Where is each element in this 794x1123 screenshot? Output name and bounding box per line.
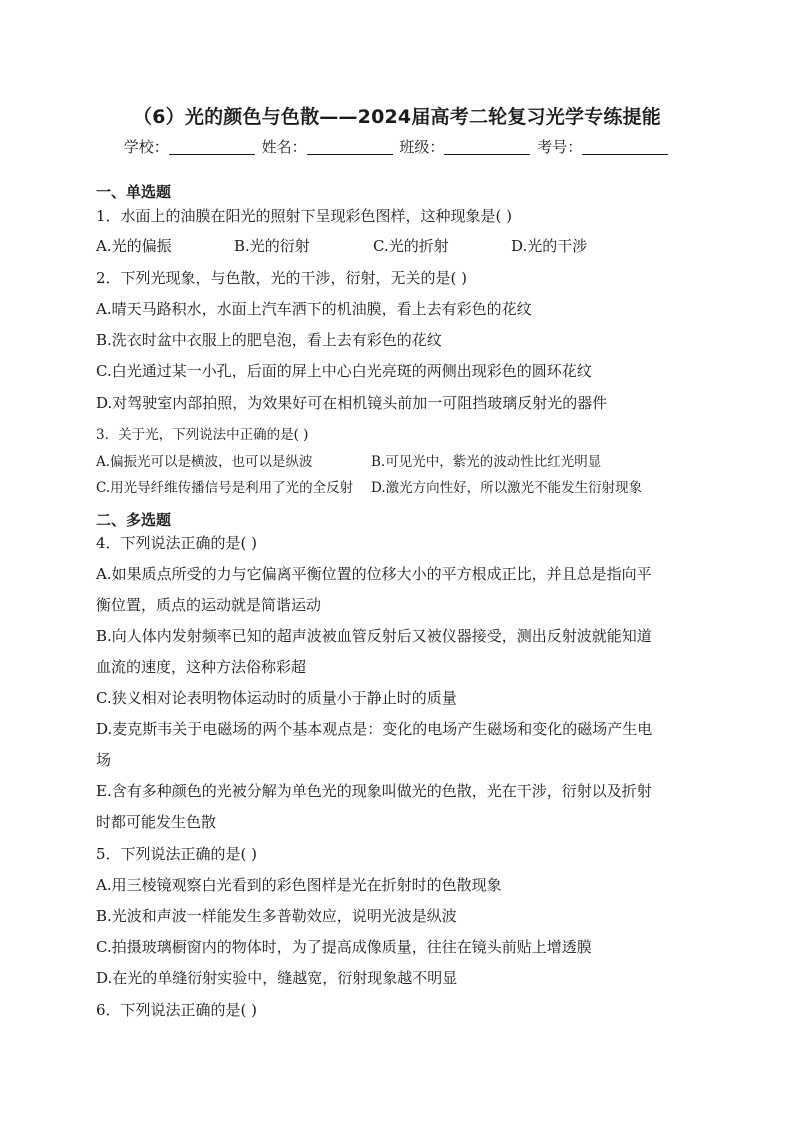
q4-option-e-line2[interactable]: 时都可能发生色散 (96, 813, 217, 831)
q4-stem: 4．下列说法正确的是( ) (96, 534, 258, 552)
section-single-choice: 一、单选题 (96, 183, 172, 201)
q5-option-d[interactable]: D.在光的单缝衍射实验中，缝越宽，衍射现象越不明显 (96, 969, 458, 987)
name-blank[interactable] (307, 140, 393, 155)
class-blank[interactable] (444, 140, 530, 155)
q2-option-a[interactable]: A.晴天马路积水，水面上汽车洒下的机油膜，看上去有彩色的花纹 (96, 300, 532, 318)
school-blank[interactable] (169, 140, 255, 155)
q4-option-b-line1[interactable]: B.向人体内发射频率已知的超声波被血管反射后又被仪器接受，测出反射波就能知道 (96, 627, 652, 645)
q1-option-c[interactable]: C.光的折射 (373, 237, 449, 255)
q4-option-a-line1[interactable]: A.如果质点所受的力与它偏离平衡位置的位移大小的平方根成正比，并且总是指向平 (96, 565, 652, 583)
q4-option-d-line2[interactable]: 场 (96, 751, 112, 769)
q3-option-b[interactable]: B.可见光中，紫光的波动性比红光明显 (371, 454, 602, 470)
q5-option-b[interactable]: B.光波和声波一样能发生多普勒效应，说明光波是纵波 (96, 907, 457, 925)
q4-option-a-line2[interactable]: 衡位置，质点的运动就是简谐运动 (96, 596, 322, 614)
exam-number-blank[interactable] (582, 140, 668, 155)
q3-option-d[interactable]: D.激光方向性好，所以激光不能发生衍射现象 (371, 480, 643, 496)
q3-option-a[interactable]: A.偏振光可以是横波，也可以是纵波 (96, 454, 313, 470)
exam-number-label: 考号： (537, 138, 583, 156)
q2-option-b[interactable]: B.洗衣时盆中衣服上的肥皂泡，看上去有彩色的花纹 (96, 331, 442, 349)
q2-stem: 2．下列光现象，与色散，光的干涉，衍射，无关的是( ) (96, 269, 468, 287)
q4-option-b-line2[interactable]: 血流的速度，这种方法俗称彩超 (96, 658, 307, 676)
q3-stem: 3．关于光，下列说法中正确的是( ) (96, 427, 309, 443)
class-label: 班级： (399, 138, 445, 156)
q1-option-b[interactable]: B.光的衍射 (234, 237, 310, 255)
q4-option-e-line1[interactable]: E.含有多种颜色的光被分解为单色光的现象叫做光的色散，光在干涉，衍射以及折射 (96, 782, 652, 800)
q5-option-c[interactable]: C.拍摄玻璃橱窗内的物体时，为了提高成像质量，往往在镜头前贴上增透膜 (96, 938, 592, 956)
page-title: （6）光的颜色与色散——2024届高考二轮复习光学专练提能 (133, 106, 661, 128)
q1-option-d[interactable]: D.光的干涉 (511, 237, 588, 255)
q5-option-a[interactable]: A.用三棱镜观察白光看到的彩色图样是光在折射时的色散现象 (96, 876, 502, 894)
q2-option-d[interactable]: D.对驾驶室内部拍照，为效果好可在相机镜头前加一可阻挡玻璃反射光的器件 (96, 394, 608, 412)
q4-option-c[interactable]: C.狭义相对论表明物体运动时的质量小于静止时的质量 (96, 689, 457, 707)
q6-stem: 6．下列说法正确的是( ) (96, 1001, 258, 1019)
name-label: 姓名： (261, 138, 307, 156)
q3-option-c[interactable]: C.用光导纤维传播信号是利用了光的全反射 (96, 480, 354, 496)
q5-stem: 5．下列说法正确的是( ) (96, 845, 258, 863)
q4-option-d-line1[interactable]: D.麦克斯韦关于电磁场的两个基本观点是：变化的电场产生磁场和变化的磁场产生电 (96, 720, 653, 738)
student-info-row (0, 136, 794, 157)
q1-stem: 1．水面上的油膜在阳光的照射下呈现彩色图样，这种现象是( ) (96, 207, 513, 225)
section-multiple-choice: 二、多选题 (96, 511, 172, 529)
school-label: 学校： (123, 138, 169, 156)
q2-option-c[interactable]: C.白光通过某一小孔，后面的屏上中心白光亮斑的两侧出现彩色的圆环花纹 (96, 362, 592, 380)
q1-option-a[interactable]: A.光的偏振 (96, 237, 172, 255)
